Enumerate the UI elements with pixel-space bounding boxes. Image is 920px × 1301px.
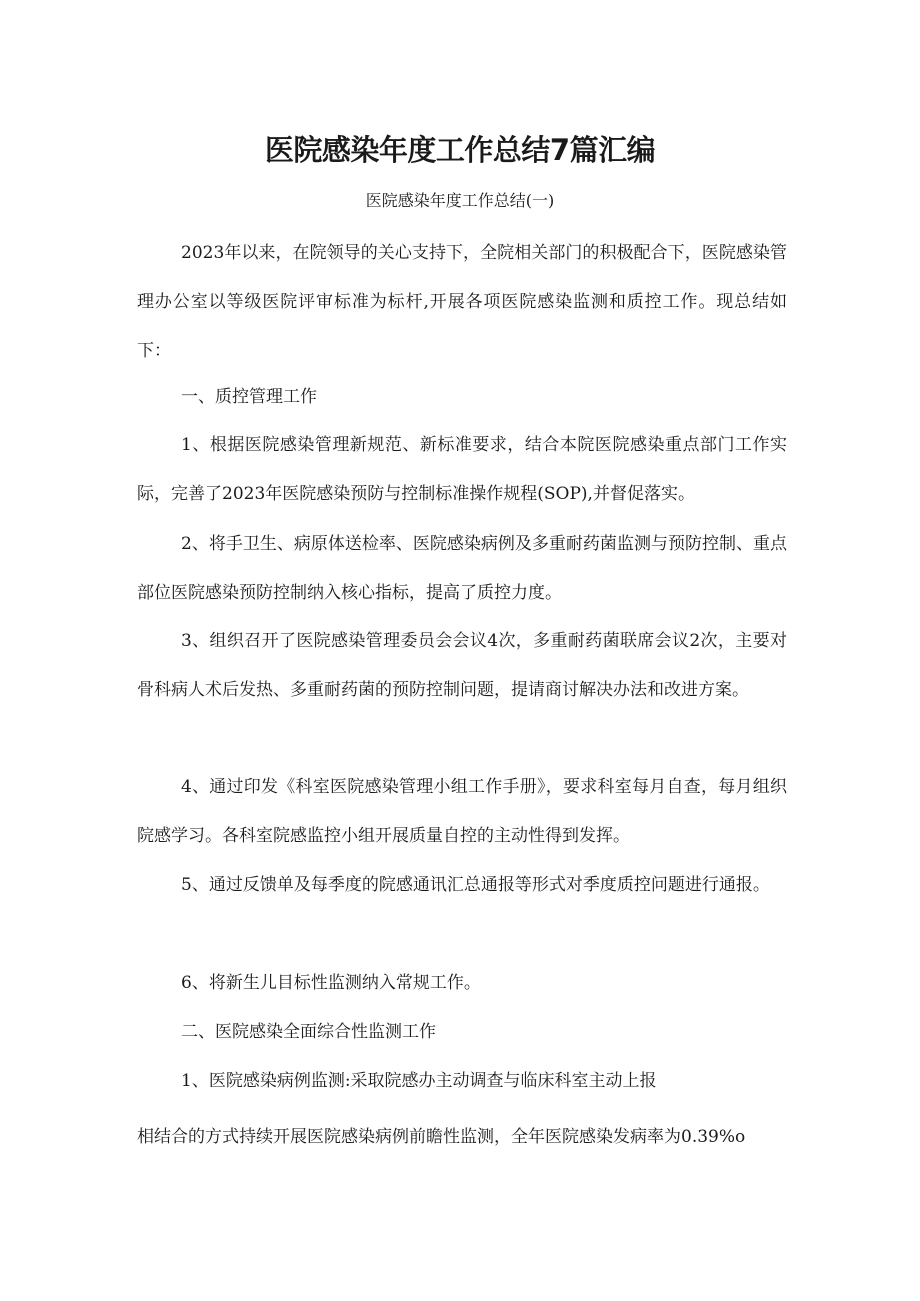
paragraph-item-2: 2、将手卫生、病原体送检率、医院感染病例及多重耐药菌监测与预防控制、重点部位医院感染预防控制纳入核心指标，提高了质控力度。: [137, 534, 787, 603]
paragraph-item-3: 3、组织召开了医院感染管理委员会会议4次，多重耐药菌联席会议2次，主要对骨科病人术后发热、多重耐药菌的预防控制问题，提请商讨解决办法和改进方案。: [137, 631, 787, 700]
document-subtitle: 医院感染年度工作总结(一): [365, 191, 555, 210]
paragraph-surveillance-item-1: 1、医院感染病例监测:采取院感办主动调查与临床科室主动上报: [181, 1071, 657, 1091]
paragraph-item-1: 1、根据医院感染管理新规范、新标准要求，结合本院医院感染重点部门工作实际，完善了2023年医院感染预防与控制标准操作规程(SOP),并督促落实。: [137, 435, 787, 504]
section-heading-quality-control: 一、质控管理工作: [181, 387, 317, 407]
section-heading-surveillance: 二、医院感染全面综合性监测工作: [181, 1022, 436, 1042]
paragraph-item-5: 5、通过反馈单及每季度的院感通讯汇总通报等形式对季度质控问题进行通报。: [181, 875, 770, 895]
paragraph-item-4: 4、通过印发《科室医院感染管理小组工作手册》，要求科室每月自查，每月组织院感学习。各科室院感监控小组开展质量自控的主动性得到发挥。: [137, 777, 787, 846]
document-title: 医院感染年度工作总结7篇汇编: [264, 133, 656, 167]
paragraph-item-6: 6、将新生儿目标性监测纳入常规工作。: [181, 973, 481, 993]
paragraph-intro: 2023年以来，在院领导的关心支持下，全院相关部门的积极配合下，医院感染管理办公室以等级医院评审标准为标杆,开展各项医院感染监测和质控工作。现总结如下：: [137, 243, 787, 361]
paragraph-surveillance-continuation: 相结合的方式持续开展医院感染病例前瞻性监测，全年医院感染发病率为0.39%o: [137, 1127, 746, 1147]
